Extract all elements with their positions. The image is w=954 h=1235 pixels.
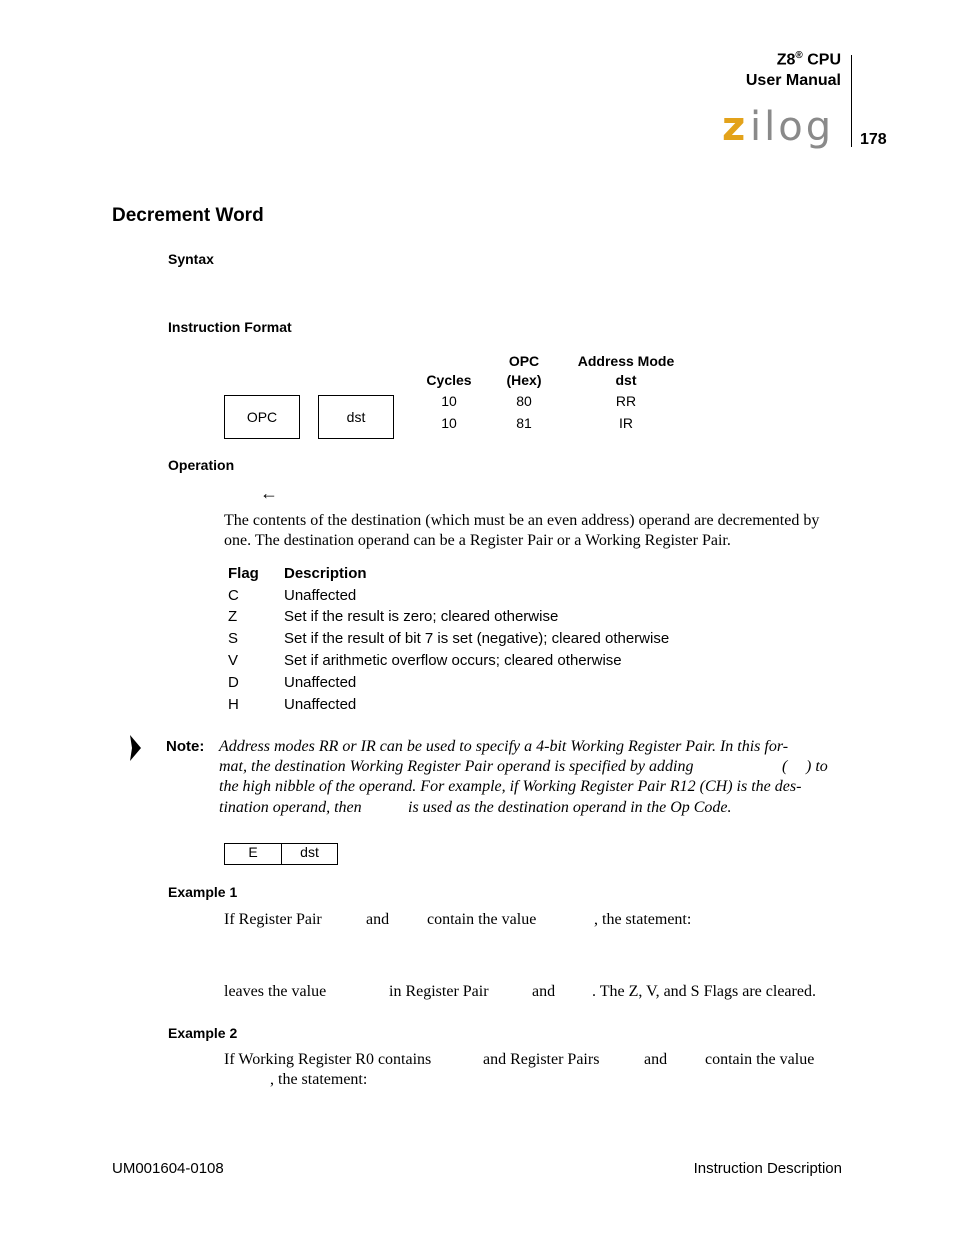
syntax-heading: Syntax [168,251,214,267]
ex2-text-b: and Register Pairs [483,1051,600,1068]
note-arrow-icon [128,735,142,761]
row2-cycles: 10 [441,415,457,431]
flag-d: D [228,674,239,691]
row2-mode: IR [619,415,633,431]
footer-section: Instruction Description [693,1160,842,1177]
flag-h-desc: Unaffected [284,696,357,713]
ex2-text-c: and [644,1051,668,1068]
header-opc [498,352,550,390]
ex1-text-b: and [366,911,390,928]
product-label: Z8 [776,51,796,69]
page-number: 178 [860,131,887,148]
page-title: Decrement Word [112,205,264,226]
format-dst-box: dst [318,395,394,439]
product-name [777,50,841,69]
example2-heading: Example 2 [168,1025,238,1041]
ex1-text-a: If Register Pair [224,911,322,928]
flag-z: Z [228,608,238,625]
encoding-e-box: E [224,843,282,865]
instruction-format-heading: Instruction Format [168,319,292,335]
note-line2a: mat, the destination Working Register Pair operand is specified by adding [219,758,694,775]
operation-description: The contents of the destination (which must be an even address) operand are decremented by one. The destination operand can be a Register Pair or a Working Register Pair. [224,512,820,549]
ex1-result-c: and [532,983,556,1000]
row1-opc: 80 [516,393,532,409]
ex2-text-d: contain the value [705,1051,815,1068]
note-line2b: ( [782,758,788,775]
product-suffix: CPU [802,51,841,69]
logo-letters: ilog [750,104,835,150]
header-address-mode [566,352,686,390]
flag-c-desc: Unaffected [284,587,357,604]
flag-c: C [228,587,239,604]
flag-v-desc: Set if arithmetic overflow occurs; cleared otherwise [284,652,622,669]
header-opc-line2: (Hex) [506,372,542,388]
flag-h: H [228,696,239,713]
note-line2c: ) to [806,758,828,775]
row1-mode: RR [615,393,637,409]
logo-letter-z: z [722,104,746,150]
ex1-text-d: , the statement: [594,911,692,928]
encoding-dst-box: dst [281,843,338,865]
footer-doc-id: UM001604-0108 [112,1160,224,1177]
manual-title: User Manual [745,72,841,89]
header-divider [851,55,852,147]
format-opc-box: OPC [224,395,300,439]
note-line4a: tination operand, then [219,799,362,816]
note-label: Note: [166,738,205,755]
flag-d-desc: Unaffected [284,674,357,691]
ex1-text-c: contain the value [427,911,537,928]
operation-heading: Operation [168,457,235,473]
registered-mark: ® [795,50,803,61]
description-header: Description [284,565,367,582]
flag-z-desc: Set if the result is zero; cleared otherwise [284,608,559,625]
ex1-result-a: leaves the value [224,983,327,1000]
zilog-logo [720,102,845,152]
flag-v: V [228,652,239,669]
flag-s: S [228,630,239,647]
note-line1: Address modes RR or IR can be used to specify a 4-bit Working Register Pair. In this for- [219,738,789,755]
ex1-result-d: . The Z, V, and S Flags are cleared. [592,983,816,1000]
ex2-text-a: If Working Register R0 contains [224,1051,432,1068]
ex1-result-b: in Register Pair [389,983,489,1000]
flag-s-desc: Set if the result of bit 7 is set (negative); cleared otherwise [284,630,670,647]
example1-heading: Example 1 [168,884,238,900]
header-opc-line1: OPC [508,353,540,369]
assign-arrow: ← [260,483,278,503]
header-mode-line2: dst [615,372,637,388]
row1-cycles: 10 [441,393,457,409]
note-line4b: is used as the destination operand in the Op Code. [408,799,732,816]
note-line3: the high nibble of the operand. For example, if Working Register Pair R12 (CH) is the des- [219,778,802,795]
row2-opc: 81 [516,415,532,431]
header-cycles: Cycles [426,372,472,388]
header-mode-line1: Address Mode [577,353,675,369]
ex2-text-e: , the statement: [270,1071,368,1088]
flag-header: Flag [228,565,259,582]
